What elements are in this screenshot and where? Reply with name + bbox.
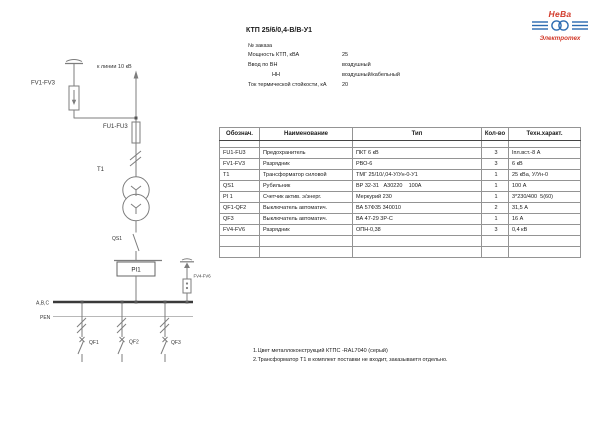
table-row: QF1-QF2 Выключатель автоматич. ВА 57Ф35 340010 2 31,5 А: [220, 203, 581, 214]
col-tech: Техн.характ.: [509, 128, 581, 141]
table-row: [220, 141, 581, 148]
drawing-title: КТП 25/6/0,4-В/В-У1: [246, 27, 312, 34]
col-designation: Обознач.: [220, 128, 260, 141]
spec-row-thermal-current: [248, 82, 349, 88]
feeder-qf1: [77, 303, 86, 362]
arrester-fv4-fv6: [180, 259, 194, 302]
feeder-qf3: [160, 303, 169, 362]
table-row: PI 1 Счетчик актив. э/энерг. Меркурий 230 1 3*230/400 5(60): [220, 192, 581, 203]
table-row: [220, 236, 581, 247]
col-name: Наименование: [260, 128, 353, 141]
feeder-qf2: [117, 303, 126, 362]
logo-text-electrotech: Электротех: [539, 34, 581, 42]
transformer-t1: [123, 177, 149, 221]
table-row: QS1 Рубильник ВР 32-31 А30220 100А 1 100 А: [220, 181, 581, 192]
label-fv1-fv3: FV1-FV3: [31, 80, 56, 87]
label-qs1: QS1: [112, 236, 123, 242]
table-row: FU1-FU3 Предохранитель ПКТ 6 кВ 3 Iпл.вст.-8 А: [220, 148, 581, 159]
label-qf1: QF1: [89, 340, 99, 346]
spec-value: воздушный/кабельный: [342, 71, 400, 78]
spec-row-order: [248, 43, 272, 49]
spec-label: № заказа: [248, 43, 273, 49]
label-fv4-fv6: FV4-FV6: [193, 273, 211, 279]
col-qty: Кол-во: [482, 128, 509, 141]
logo-text-neva: НеВа: [548, 9, 572, 19]
col-type: Тип: [353, 128, 482, 141]
spec-label: Ввод по ВН: [248, 62, 278, 68]
label-t1: T1: [97, 167, 105, 173]
label-qf2: QF2: [129, 339, 139, 346]
table-row: QF3 Выключатель автоматич. ВА 47-29 3Р-С 1 16 А: [220, 214, 581, 225]
components-table: [219, 127, 581, 258]
label-pi1: PI1: [131, 266, 141, 274]
spec-label: НН: [272, 71, 280, 78]
table-row: T1 Трансформатор силовой ТМГ 25/10/,04-У/Ун-0-У1 1 25 кВа, У/Ун-0: [220, 170, 581, 181]
label-abc: A,B,C: [36, 300, 50, 307]
label-fu1-fu3: FU1-FU3: [103, 124, 128, 130]
label-qf3: QF3: [171, 340, 181, 346]
spec-label: Мощность КТП, кВА: [248, 52, 300, 58]
spec-value: воздушный: [342, 62, 371, 68]
ground-icon: [65, 60, 83, 87]
note-1: 1.Цвет металлоконструкций КТПС -RAL7040 (серый): [253, 348, 388, 354]
transformer-logo-icon: [531, 20, 589, 31]
table-row: [220, 247, 581, 258]
notes-block: [253, 347, 448, 364]
switch-qs1: [133, 221, 139, 261]
arrester-fv1-fv3: [69, 86, 136, 118]
spec-value: 20: [342, 82, 349, 88]
junction-dot: [135, 117, 138, 120]
spec-label: Ток термической стойкости, кА: [248, 82, 327, 88]
company-logo: [529, 10, 591, 42]
table-header-row: [220, 128, 581, 141]
spec-row-hv-input: [248, 62, 371, 68]
spec-value: 25: [342, 52, 349, 58]
label-line-10kv: к линии 10 кВ: [97, 64, 132, 70]
note-2: 2.Трансформатор Т1 в комплект поставки не входит, заказываетя отдельно.: [253, 356, 448, 363]
spec-row-lv-input: [272, 71, 400, 78]
table-row: FV4-FV6 Разрядник ОПН-0,38 3 0,4 кВ: [220, 225, 581, 236]
label-pen: PEN: [40, 315, 51, 321]
spec-row-power: [248, 52, 349, 58]
table-row: FV1-FV3 Разрядник РВО-6 3 6 кВ: [220, 159, 581, 170]
